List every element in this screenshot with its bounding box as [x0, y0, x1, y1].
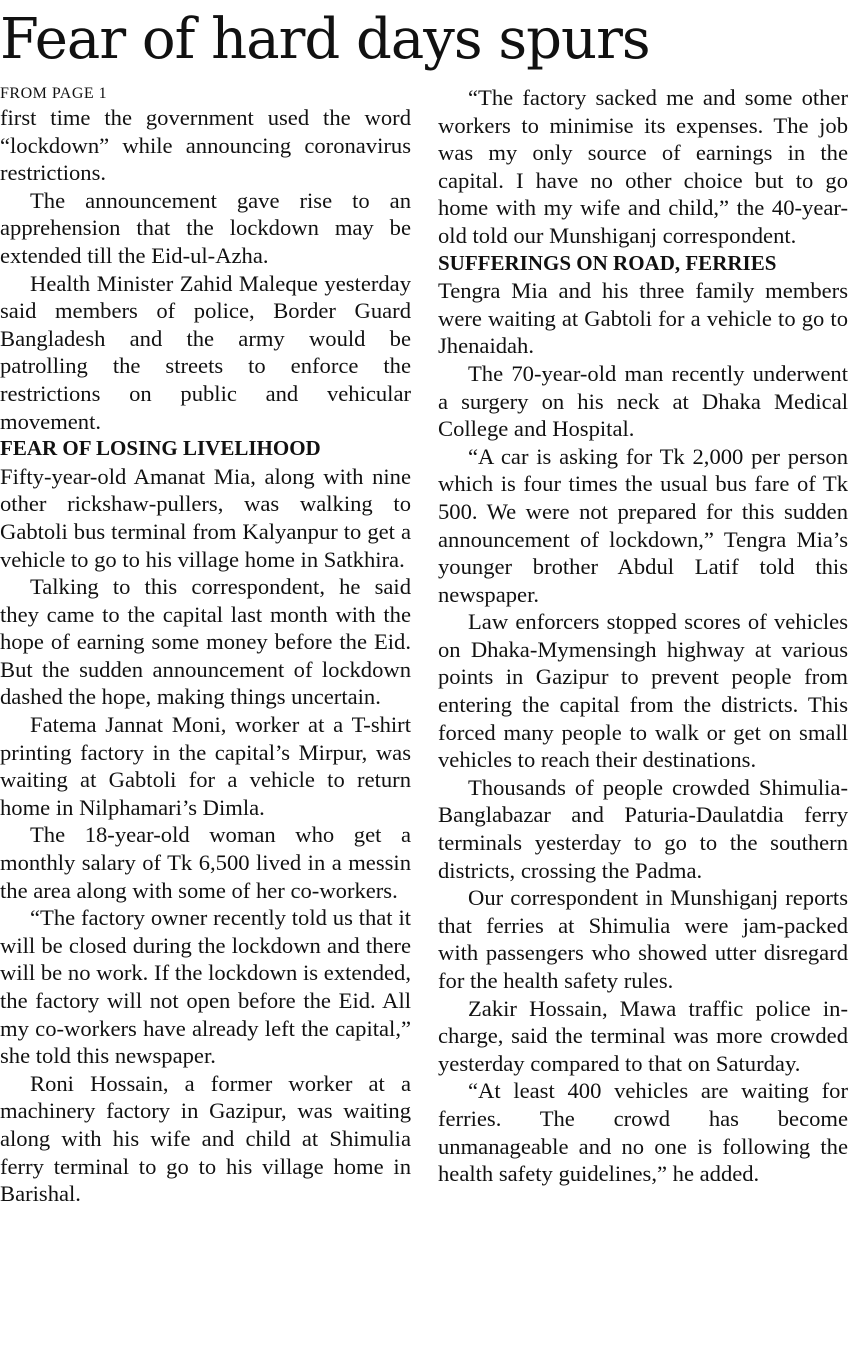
article-paragraph: “The factory sacked me and some other workers to minimise its expenses. The job was my only source of earnings in the capital. I have no other choice but to go home with my wife and child,” the 40-year-old told our Munshiganj correspondent.	[438, 85, 848, 248]
article-column-left	[0, 84, 411, 1208]
article-paragraph: Our correspondent in Munshiganj reports that ferries at Shimulia were jam-packed with passengers who showed utter disregard for the health safety rules.	[438, 885, 848, 993]
section-subhead: FEAR OF LOSING LIVELIHOOD	[0, 436, 321, 461]
article-paragraph: The 70-year-old man recently underwent a surgery on his neck at Dhaka Medical College and Hospital.	[438, 360, 848, 442]
headline: Fear of hard days spurs	[0, 7, 650, 72]
article-paragraph: first time the government used the word “lockdown” while announcing coronavirus restrictions.	[0, 105, 411, 186]
section-subhead: SUFFERINGS ON ROAD, FERRIES	[438, 250, 777, 275]
article-paragraph: Thousands of people crowded Shimulia-Banglabazar and Paturia-Daulatdia ferry terminals yesterday to go to the southern districts, crossing the Padma.	[438, 774, 848, 883]
article-paragraph: Zakir Hossain, Mawa traffic police in-charge, said the terminal was more crowded yesterday compared to that on Saturday.	[438, 995, 848, 1076]
continuation-kicker: FROM PAGE 1	[0, 85, 108, 102]
article-column-right	[438, 84, 848, 1188]
article-paragraph: “A car is asking for Tk 2,000 per person which is four times the usual bus fare of Tk 500. We were not prepared for this sudden announcement of lockdown,” Tengra Mia’s younger brother Abdul Latif told this newspaper.	[438, 443, 848, 607]
article-paragraph: Fifty-year-old Amanat Mia, along with nine other rickshaw-pullers, was walking to Gabtoli bus terminal from Kalyanpur to get a vehicle to go to his village home in Satkhira.	[0, 463, 411, 572]
article-paragraph: Fatema Jannat Moni, worker at a T-shirt printing factory in the capital’s Mirpur, was waiting at Gabtoli for a vehicle to return home in Nilphamari’s Dimla.	[0, 712, 411, 820]
article-paragraph: Health Minister Zahid Maleque yesterday said members of police, Border Guard Bangladesh and the army would be patrolling the streets to enforce the restrictions on public and vehicular movement.	[0, 270, 411, 434]
article-paragraph: Roni Hossain, a former worker at a machinery factory in Gazipur, was waiting along with his wife and child at Shimulia ferry terminal to go to his village home in Barishal.	[0, 1070, 411, 1207]
article-paragraph: “The factory owner recently told us that it will be closed during the lockdown and there will be no work. If the lockdown is extended, the factory will not open before the Eid. All my co-workers have already left the capital,” she told this newspaper.	[0, 905, 411, 1069]
article-paragraph: Tengra Mia and his three family members were waiting at Gabtoli for a vehicle to go to Jhenaidah.	[438, 278, 848, 359]
article-paragraph: The announcement gave rise to an apprehension that the lockdown may be extended till the Eid-ul-Azha.	[0, 187, 411, 268]
article-paragraph: Law enforcers stopped scores of vehicles on Dhaka-Mymensingh highway at various points in Gazipur to prevent people from entering the capital from the districts. This forced many people to walk or get on small vehicles to reach their destinations.	[438, 609, 848, 773]
article-paragraph: Talking to this correspondent, he said they came to the capital last month with the hope of earning some money before the Eid. But the sudden announcement of lockdown dashed the hope, making things uncertain.	[0, 574, 411, 710]
article-paragraph: “At least 400 vehicles are waiting for ferries. The crowd has become unmanageable and no one is following the health safety guidelines,” he added.	[438, 1078, 848, 1187]
article-paragraph: The 18-year-old woman who get a monthly salary of Tk 6,500 lived in a messin the area along with some of her co-workers.	[0, 822, 411, 903]
